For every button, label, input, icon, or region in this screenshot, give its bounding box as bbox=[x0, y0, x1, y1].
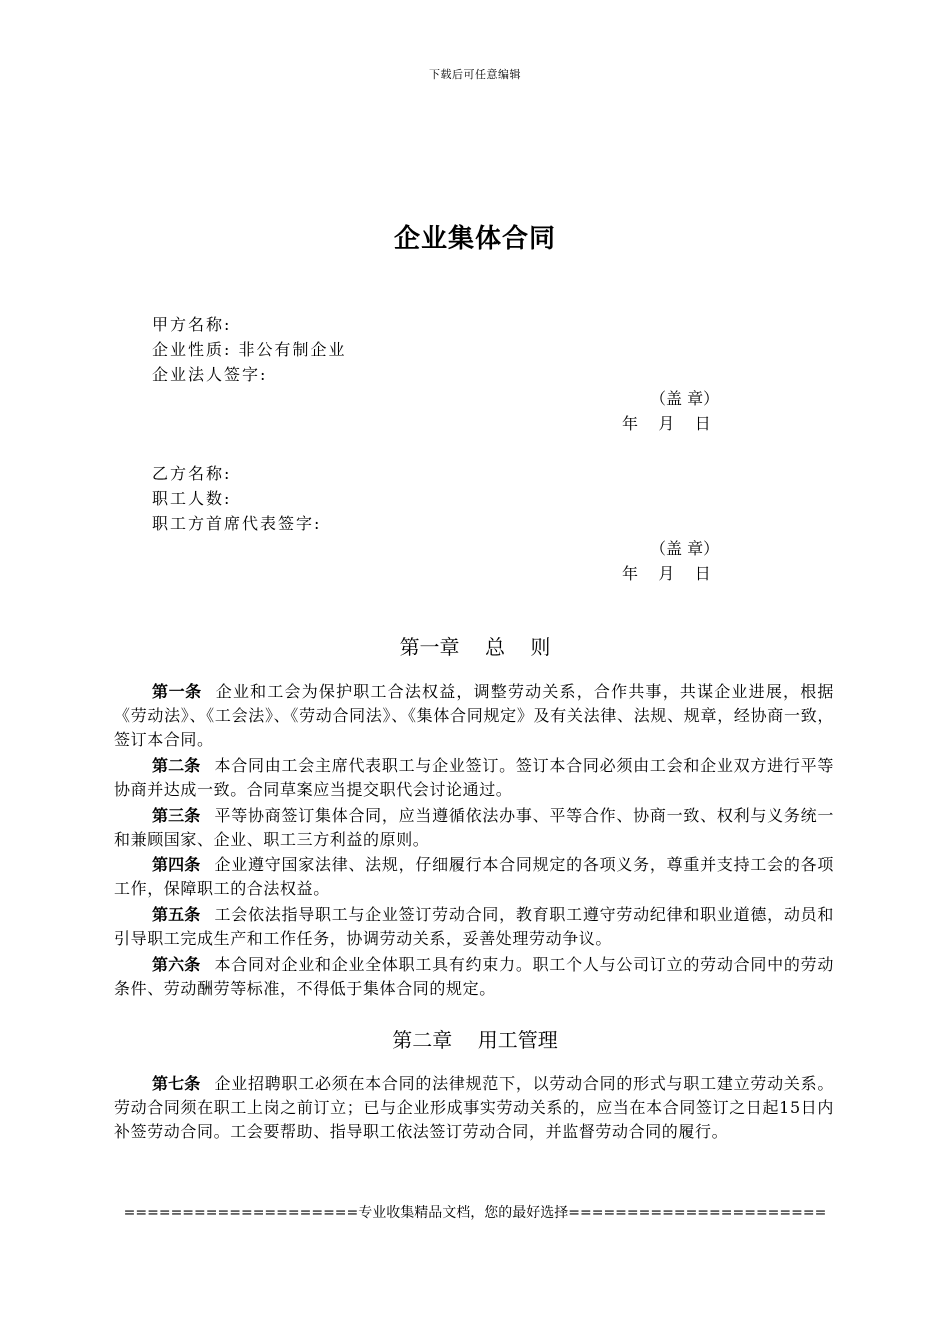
party-b-name-label: 乙方名称: bbox=[152, 464, 232, 483]
article bbox=[114, 953, 834, 1001]
article-label: 第二条 bbox=[152, 756, 201, 775]
article-text: 企业遵守国家法律、法规，仔细履行本合同规定的各项义务，尊重并支持工会的各项工作，保障职工的合法权益。 bbox=[114, 855, 834, 898]
article-text: 企业招聘职工必须在本合同的法律规范下，以劳动合同的形式与职工建立劳动关系。劳动合同须在职工上岗之前订立；已与企业形成事实劳动关系的，应当在本合同签订之日起15日内补签劳动合同。工会要帮助、指导职工依法签订劳动合同，并监督劳动合同的履行。 bbox=[114, 1074, 834, 1141]
party-b-signature-label: 职工方首席代表签字: bbox=[152, 514, 322, 533]
article-text: 企业和工会为保护职工合法权益，调整劳动关系，合作共事，共谋企业进展，根据《劳动法》、《工会法》、《劳动合同法》、《集体合同规定》及有关法律、法规、规章，经协商一致，签订本合同。 bbox=[114, 682, 834, 749]
article-label: 第七条 bbox=[152, 1074, 201, 1093]
article bbox=[114, 804, 834, 852]
article-label: 第三条 bbox=[152, 806, 201, 825]
article-text: 工会依法指导职工与企业签订劳动合同，教育职工遵守劳动纪律和职业道德，动员和引导职工完成生产和工作任务，协调劳动关系，妥善处理劳动争议。 bbox=[114, 905, 834, 948]
header-note: 下载后可任意编辑 bbox=[429, 68, 521, 81]
party-a-nature-label: 企业性质: 非公有制企业 bbox=[152, 340, 347, 359]
article-text: 平等协商签订集体合同，应当遵循依法办事、平等合作、协商一致、权利与义务统一和兼顾国家、企业、职工三方利益的原则。 bbox=[114, 806, 834, 849]
article bbox=[114, 903, 834, 951]
article-label: 第六条 bbox=[152, 955, 201, 974]
party-a-date: 年 月 日 bbox=[622, 414, 711, 433]
party-a-name-label: 甲方名称: bbox=[152, 315, 232, 334]
article-label: 第一条 bbox=[152, 682, 202, 701]
footer-note: ====================专业收集精品文档，您的最好选择====================== bbox=[123, 1205, 827, 1221]
article-text: 本合同对企业和企业全体职工具有约束力。职工个人与公司订立的劳动合同中的劳动条件、劳动酬劳等标准，不得低于集体合同的规定。 bbox=[114, 955, 834, 998]
party-b-date: 年 月 日 bbox=[622, 564, 711, 583]
document-title: 企业集体合同 bbox=[393, 224, 556, 254]
article-text: 本合同由工会主席代表职工与企业签订。签订本合同必须由工会和企业双方进行平等协商并达成一致。合同草案应当提交职代会讨论通过。 bbox=[114, 756, 834, 799]
party-b-count-label: 职工人数: bbox=[152, 489, 232, 508]
article bbox=[114, 1072, 834, 1144]
article bbox=[114, 754, 834, 802]
chapter-title: 第一章 总 则 bbox=[399, 635, 551, 659]
article-label: 第四条 bbox=[152, 855, 201, 874]
chapter-title: 第二章 用工管理 bbox=[392, 1028, 558, 1052]
article-label: 第五条 bbox=[152, 905, 201, 924]
party-a-signature-label: 企业法人签字: bbox=[152, 365, 268, 384]
party-a-seal: （盖 章） bbox=[650, 389, 720, 408]
article bbox=[114, 853, 834, 901]
party-b-seal: （盖 章） bbox=[650, 539, 720, 558]
article bbox=[114, 680, 834, 752]
